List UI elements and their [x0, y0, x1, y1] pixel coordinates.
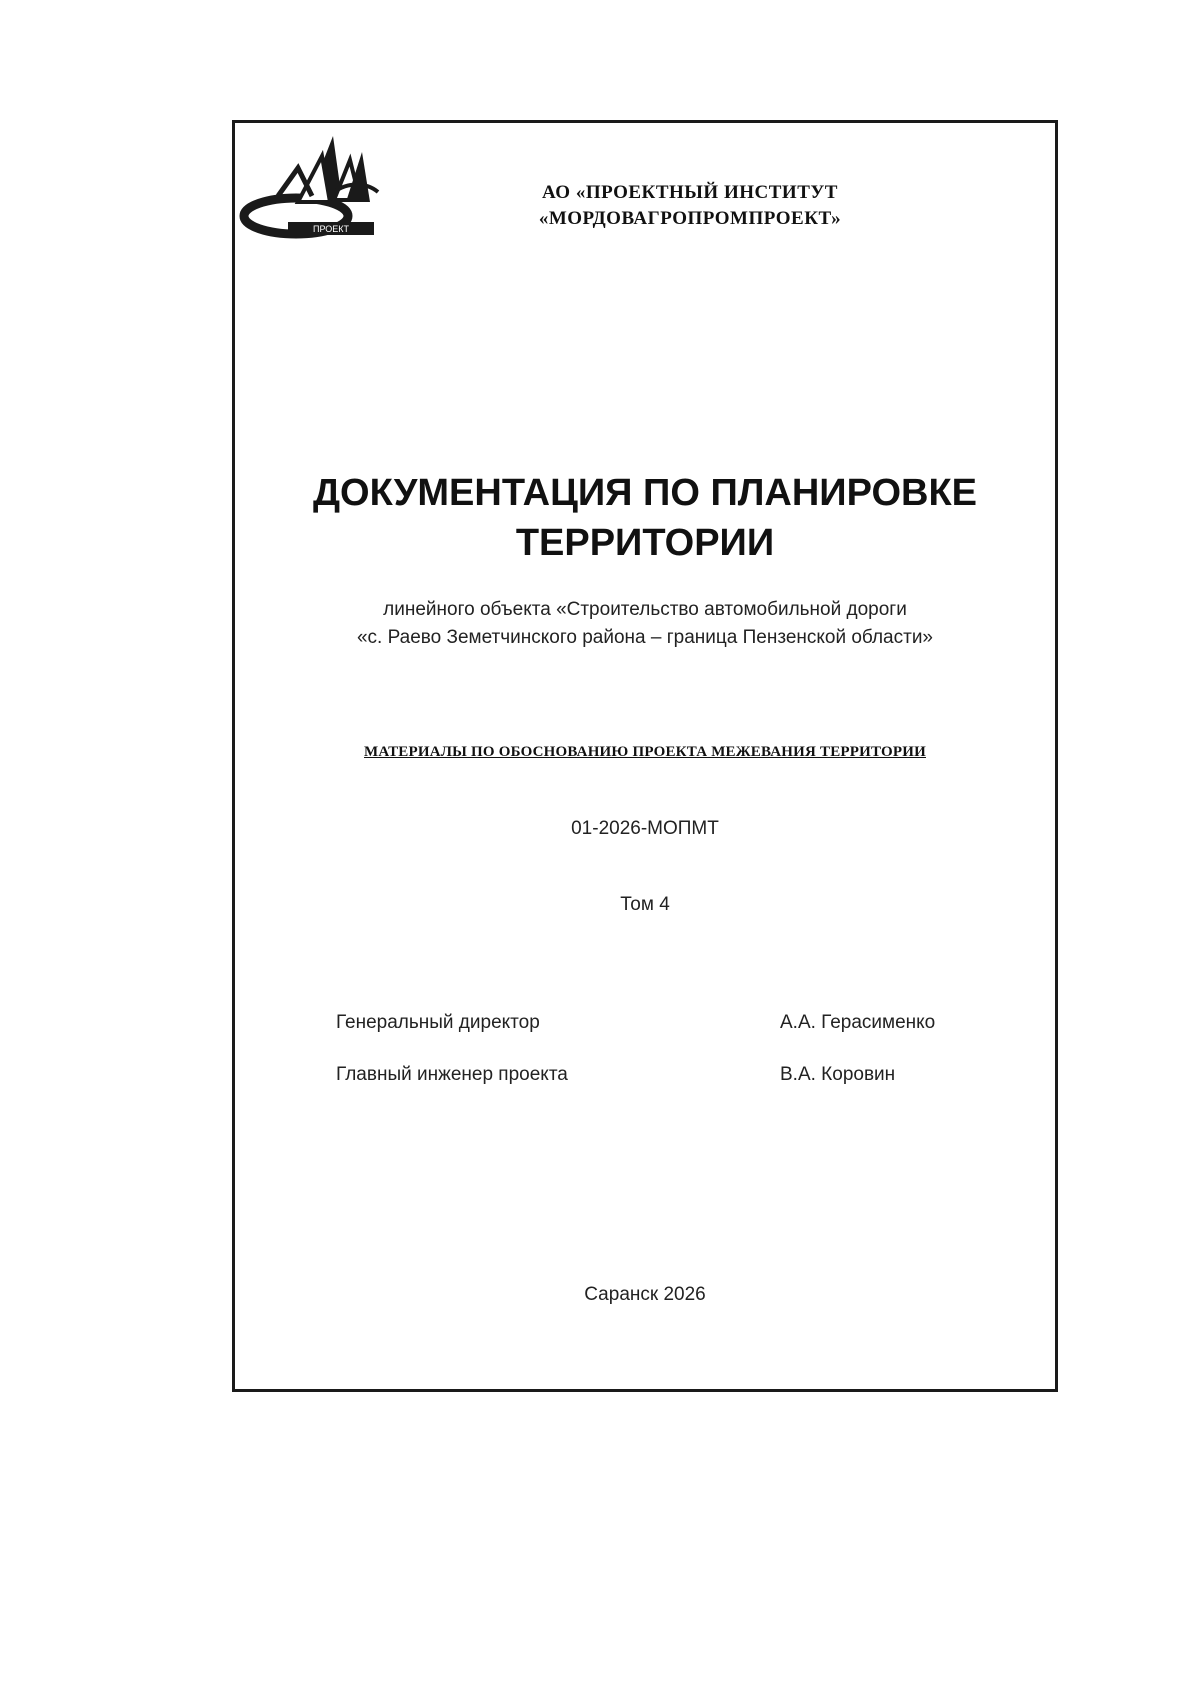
logo-text: ПРОЕКТ [312, 224, 350, 234]
company-logo-icon [238, 130, 398, 250]
document-subtitle [262, 596, 1028, 652]
volume-number: Том 4 [620, 894, 670, 915]
subtitle-line-1: линейного объекта «Строительство автомобильной дороги [383, 599, 907, 620]
organization-line-2: «МОРДОВАГРОПРОМПРОЕКТ» [538, 208, 842, 229]
document-code: 01-2026-МОПМТ [571, 818, 719, 839]
subtitle-line-2: «с. Раево Земетчинского района – граница Пензенской области» [356, 627, 933, 648]
city-year: Саранск 2026 [584, 1284, 706, 1305]
title-line-1: ДОКУМЕНТАЦИЯ ПО ПЛАНИРОВКЕ [312, 472, 978, 514]
signature-role-director: Генеральный директор [336, 1012, 540, 1033]
document-title [262, 468, 1028, 568]
section-heading: МАТЕРИАЛЫ ПО ОБОСНОВАНИЮ ПРОЕКТА МЕЖЕВАНИЯ ТЕРРИТОРИИ [364, 744, 926, 760]
signature-role-chief-engineer: Главный инженер проекта [336, 1064, 568, 1085]
organization-name [480, 180, 900, 232]
title-line-2: ТЕРРИТОРИИ [515, 522, 775, 564]
organization-line-1: АО «ПРОЕКТНЫЙ ИНСТИТУТ [542, 182, 838, 203]
signature-name-chief-engineer: В.А. Коровин [780, 1064, 896, 1085]
signature-name-director: А.А. Герасименко [780, 1012, 936, 1033]
